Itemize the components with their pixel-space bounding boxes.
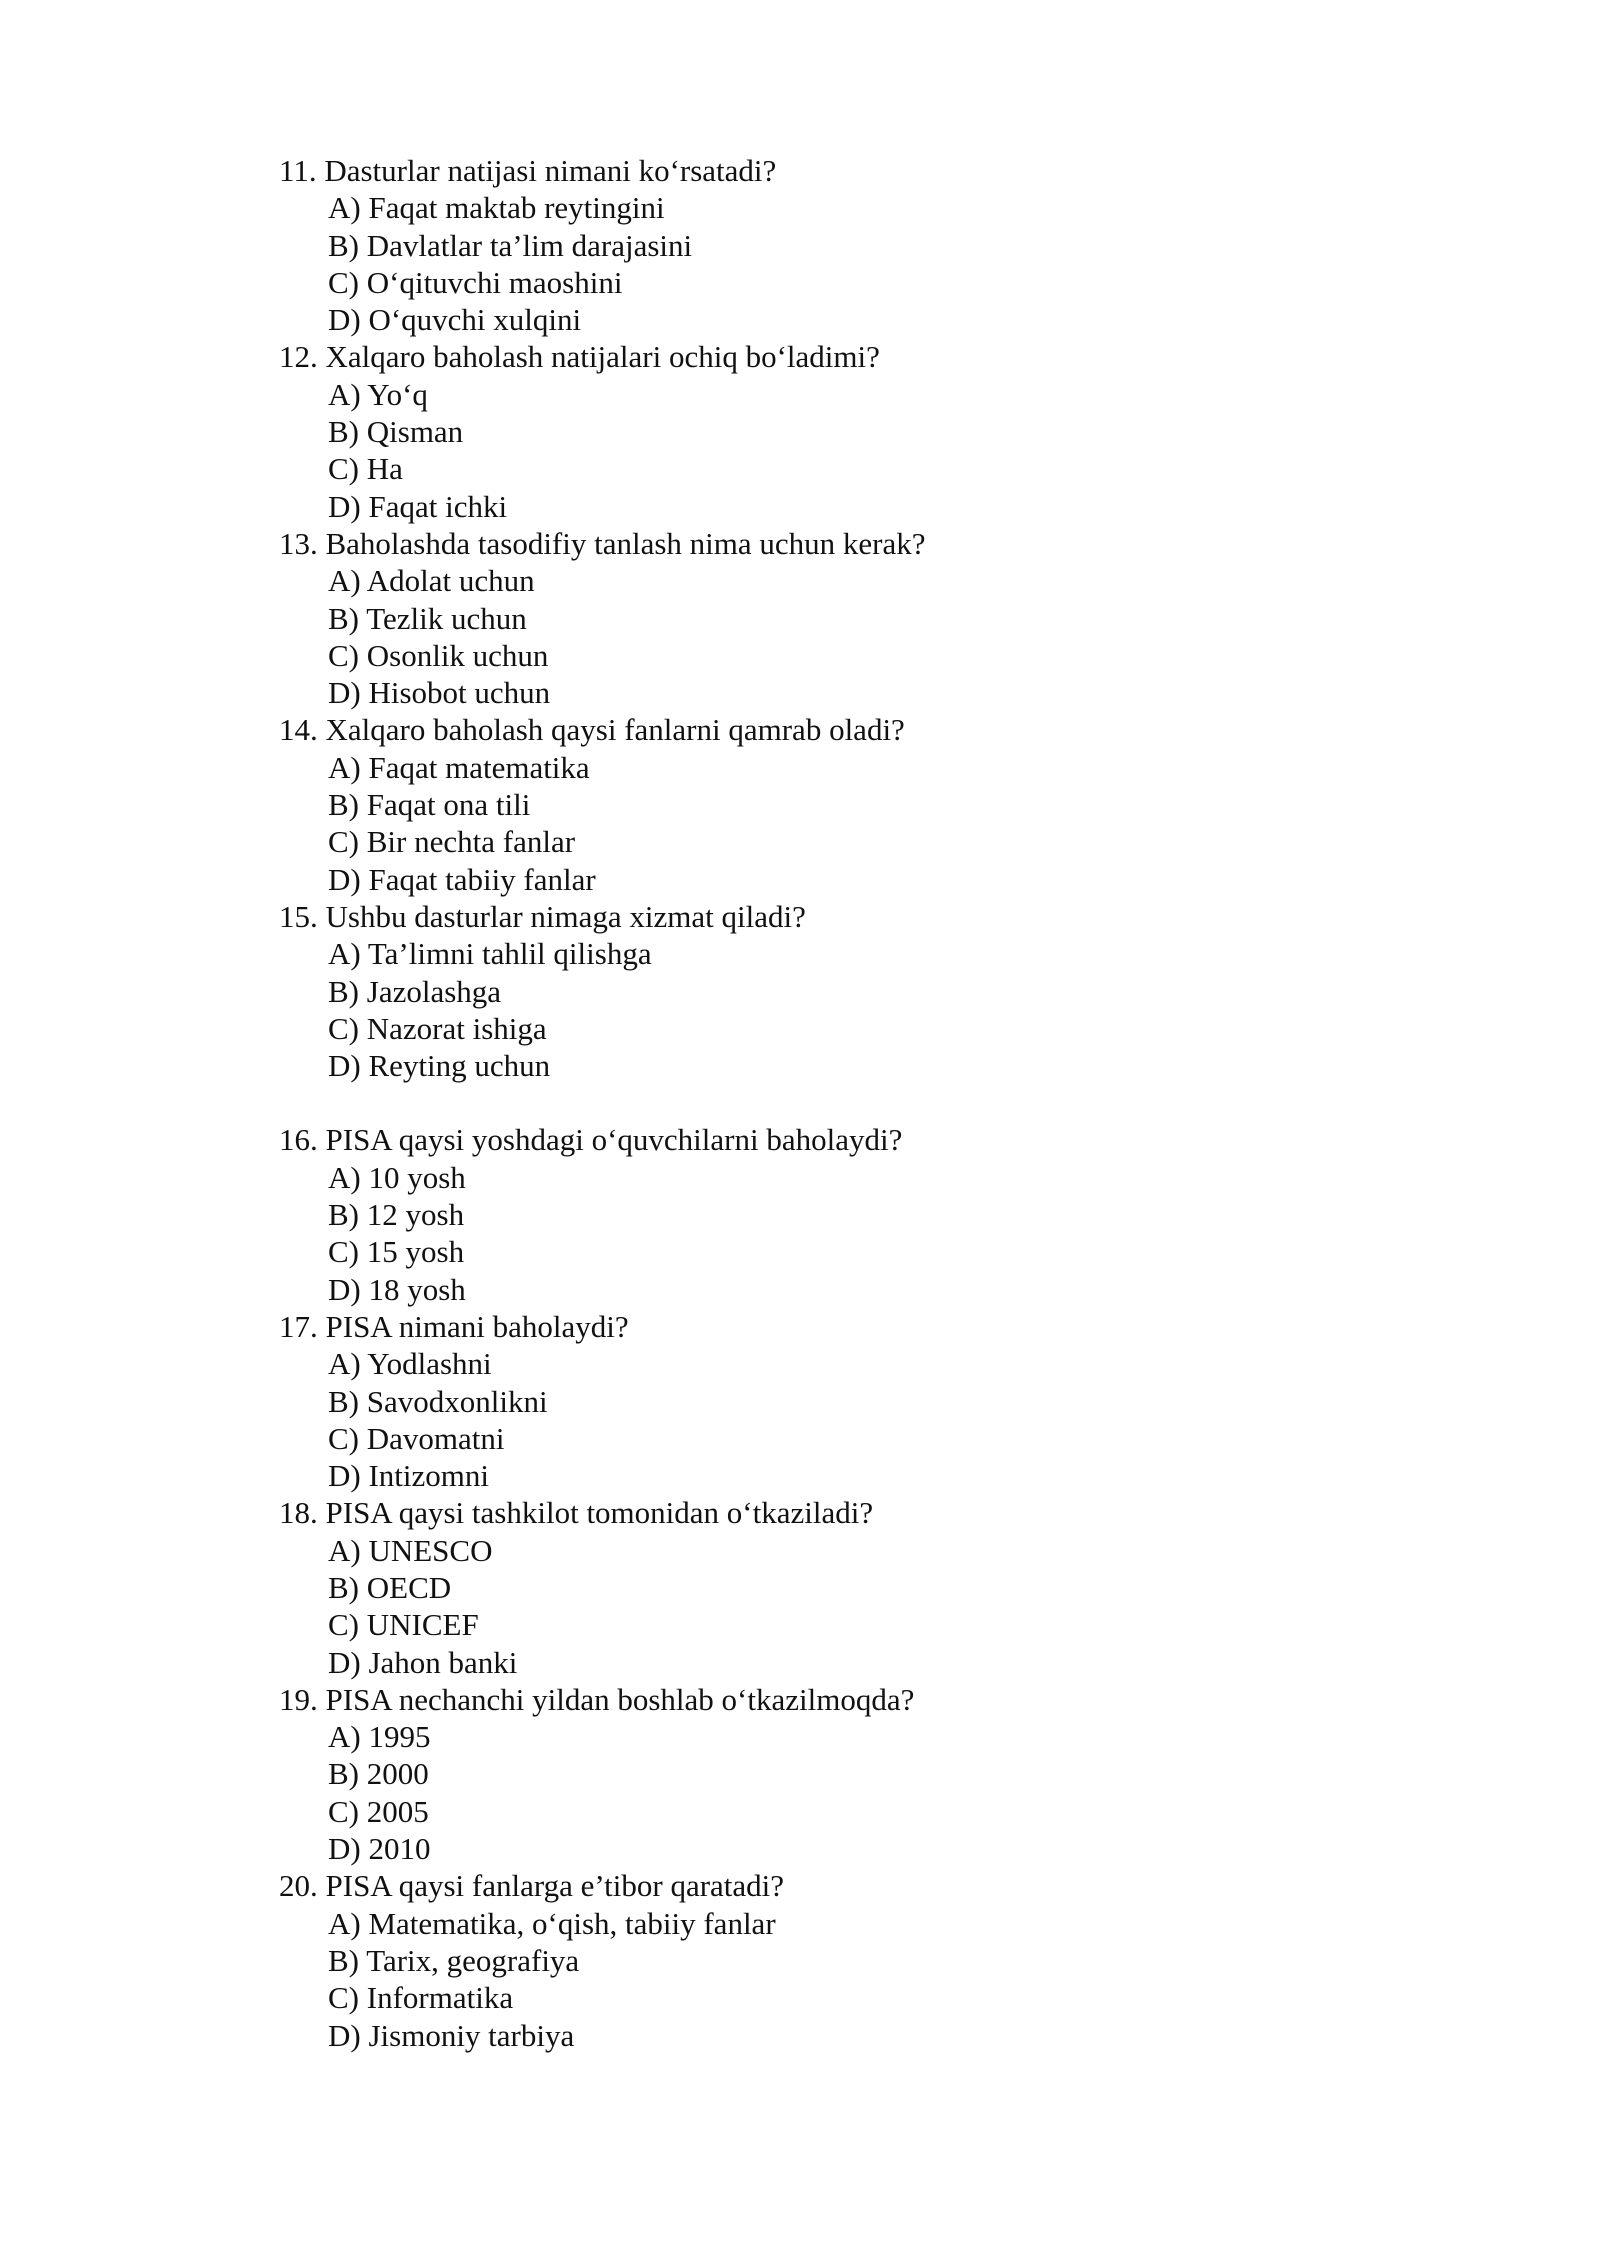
option-d: D) Jahon banki <box>328 1644 518 1680</box>
options-list <box>279 376 1379 525</box>
option-b: B) Davlatlar ta’lim darajasini <box>328 227 693 263</box>
option-c: C) Osonlik uchun <box>328 637 549 673</box>
question-20 <box>279 1867 1379 2053</box>
option-c: C) 15 yosh <box>328 1234 465 1270</box>
options-list <box>279 1159 1379 1308</box>
question-text: 15. Ushbu dasturlar nimaga xizmat qiladi? <box>279 898 806 934</box>
option-b: B) 2000 <box>328 1756 429 1792</box>
question-18 <box>279 1494 1379 1680</box>
question-15 <box>279 898 1379 1084</box>
question-16 <box>279 1121 1379 1307</box>
question-text: 12. Xalqaro baholash natijalari ochiq bo‘ladimi? <box>279 339 880 375</box>
question-17 <box>279 1308 1379 1494</box>
option-d: D) Faqat tabiiy fanlar <box>328 861 596 897</box>
question-text: 18. PISA qaysi tashkilot tomonidan o‘tkaziladi? <box>279 1495 874 1531</box>
option-c: C) Bir nechta fanlar <box>328 824 576 860</box>
option-a: A) Ta’limni tahlil qilishga <box>328 936 652 972</box>
option-b: B) Faqat ona tili <box>328 787 531 823</box>
question-text: 13. Baholashda tasodifiy tanlash nima uchun kerak? <box>279 525 926 561</box>
option-a: A) UNESCO <box>328 1532 493 1568</box>
question-text: 16. PISA qaysi yoshdagi o‘quvchilarni baholaydi? <box>279 1122 903 1158</box>
options-list <box>279 1345 1379 1494</box>
options-list <box>279 1718 1379 1867</box>
option-b: B) Jazolashga <box>328 973 502 1009</box>
option-a: A) Matematika, o‘qish, tabiiy fanlar <box>328 1905 776 1941</box>
question-text: 19. PISA nechanchi yildan boshlab o‘tkazilmoqda? <box>279 1681 915 1717</box>
option-d: D) Reyting uchun <box>328 1048 551 1084</box>
option-a: A) Yodlashni <box>328 1346 492 1382</box>
option-d: D) 18 yosh <box>328 1271 466 1307</box>
options-list <box>279 189 1379 338</box>
options-list <box>279 1532 1379 1681</box>
option-d: D) 2010 <box>328 1831 431 1867</box>
question-12 <box>279 338 1379 524</box>
options-list <box>279 562 1379 711</box>
question-13 <box>279 525 1379 711</box>
question-text: 11. Dasturlar natijasi nimani ko‘rsatadi? <box>279 153 777 188</box>
option-a: A) 1995 <box>328 1719 431 1755</box>
option-a: A) Adolat uchun <box>328 563 535 599</box>
option-c: C) Davomatni <box>328 1420 505 1456</box>
option-c: C) Ha <box>328 451 403 487</box>
option-b: B) Tarix, geografiya <box>328 1942 580 1978</box>
question-11 <box>279 152 1379 338</box>
option-a: A) 10 yosh <box>328 1159 466 1195</box>
option-a: A) Faqat matematika <box>328 749 590 785</box>
option-c: C) 2005 <box>328 1793 429 1829</box>
question-19 <box>279 1681 1379 1867</box>
option-b: B) OECD <box>328 1569 452 1605</box>
option-d: D) Faqat ichki <box>328 488 508 524</box>
option-a: A) Yo‘q <box>328 376 428 412</box>
options-list <box>279 1905 1379 2054</box>
option-b: B) 12 yosh <box>328 1197 465 1233</box>
question-text: 20. PISA qaysi fanlarga e’tibor qaratadi? <box>279 1868 785 1904</box>
option-d: D) Jismoniy tarbiya <box>328 2017 575 2053</box>
document-page <box>279 152 1379 2054</box>
question-text: 14. Xalqaro baholash qaysi fanlarni qamrab oladi? <box>279 712 905 748</box>
option-d: D) O‘quvchi xulqini <box>328 302 582 338</box>
options-list <box>279 749 1379 898</box>
option-c: C) O‘qituvchi maoshini <box>328 264 623 300</box>
option-b: B) Tezlik uchun <box>328 600 527 636</box>
option-c: C) Informatika <box>328 1980 514 2016</box>
option-b: B) Savodxonlikni <box>328 1383 548 1419</box>
options-list <box>279 935 1379 1084</box>
question-14 <box>279 711 1379 897</box>
option-c: C) Nazorat ishiga <box>328 1010 547 1046</box>
option-c: C) UNICEF <box>328 1607 479 1643</box>
option-d: D) Intizomni <box>328 1458 489 1494</box>
option-a: A) Faqat maktab reytingini <box>328 190 665 226</box>
question-text: 17. PISA nimani baholaydi? <box>279 1308 629 1344</box>
option-b: B) Qisman <box>328 414 464 450</box>
option-d: D) Hisobot uchun <box>328 675 551 711</box>
